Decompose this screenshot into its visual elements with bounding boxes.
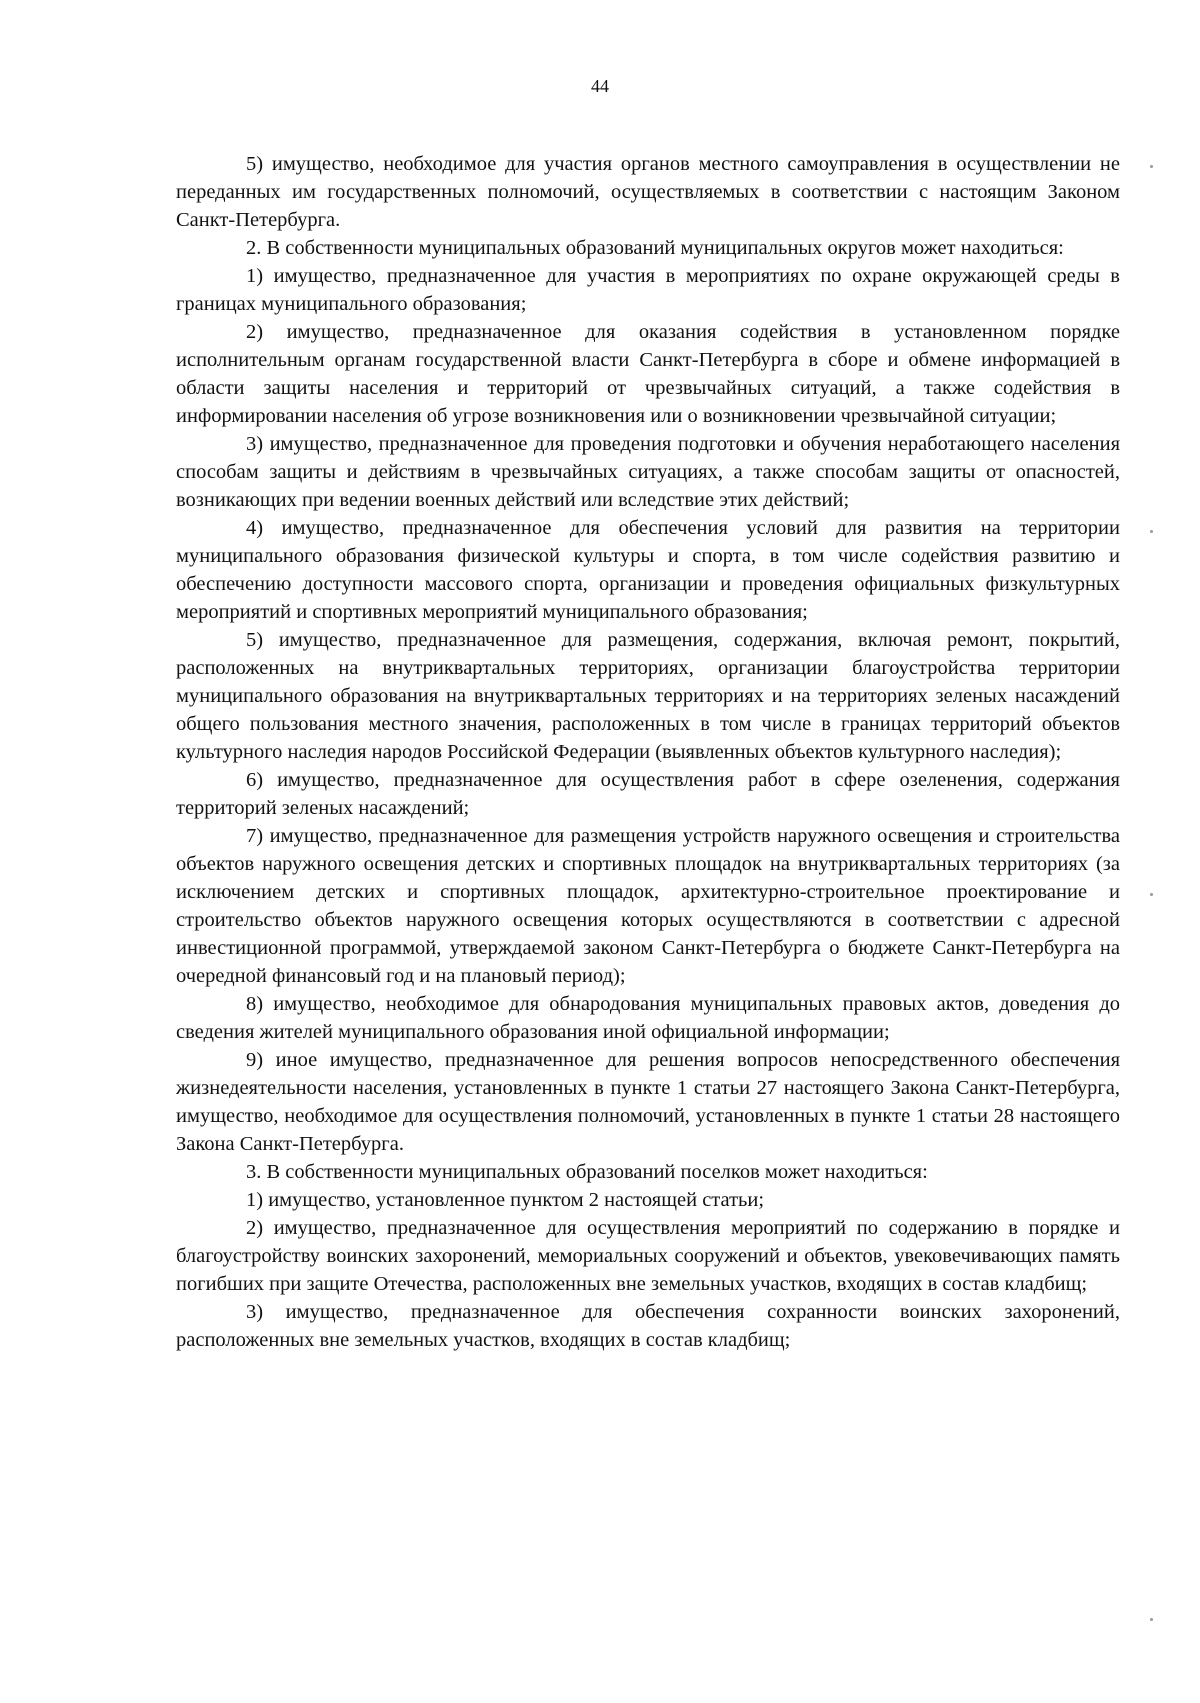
paragraph: 2) имущество, предназначенное для осуществления мероприятий по содержанию в порядке и благоустройству воинских захоронений, мемориальных сооружений и объектов, увековечивающих память погибших при защите Отечества, расположенных вне земельных участков, входящих в состав кладбищ; bbox=[176, 1217, 1120, 1295]
paragraph: 5) имущество, предназначенное для размещения, содержания, включая ремонт, покрытий, расположенных на внутриквартальных территориях, организации благоустройства территории муниципального образования на внутриквартальных территориях и на территориях зеленых насаждений общего пользования местного значения, расположенных в том числе в границах территорий объектов культурного наследия народов Российской Федерации (выявленных объектов культурного наследия); bbox=[176, 629, 1120, 763]
paragraph: 1) имущество, предназначенное для участия в мероприятиях по охране окружающей среды в границах муниципального образования; bbox=[176, 265, 1120, 315]
scan-speck bbox=[1150, 165, 1153, 168]
page-number: 44 bbox=[591, 76, 609, 96]
paragraph: 3. В собственности муниципальных образований поселков может находиться: bbox=[246, 1161, 928, 1183]
paragraph: 3) имущество, предназначенное для обеспечения сохранности воинских захоронений, расположенных вне земельных участков, входящих в состав кладбищ; bbox=[176, 1301, 1120, 1351]
paragraph: 9) иное имущество, предназначенное для решения вопросов непосредственного обеспечения жизнедеятельности населения, установленных в пункте 1 статьи 27 настоящего Закона Санкт-Петербурга, имущество, необходимое для осуществления полномочий, установленных в пункте 1 статьи 28 настоящего Закона Санкт-Петербурга. bbox=[176, 1049, 1120, 1155]
paragraph: 8) имущество, необходимое для обнародования муниципальных правовых актов, доведения до сведения жителей муниципального образования иной официальной информации; bbox=[176, 993, 1120, 1043]
paragraph: 4) имущество, предназначенное для обеспечения условий для развития на территории муниципального образования физической культуры и спорта, в том числе содействия развитию и обеспечению доступности массового спорта, организации и проведения официальных физкультурных мероприятий и спортивных мероприятий муниципального образования; bbox=[176, 517, 1120, 623]
paragraph: 5) имущество, необходимое для участия органов местного самоуправления в осуществлении не переданных им государственных полномочий, осуществляемых в соответствии с настоящим Законом Санкт-Петербурга. bbox=[176, 153, 1120, 231]
paragraph: 6) имущество, предназначенное для осуществления работ в сфере озеленения, содержания территорий зеленых насаждений; bbox=[176, 769, 1120, 819]
paragraph: 3) имущество, предназначенное для проведения подготовки и обучения неработающего населения способам защиты и действиям в чрезвычайных ситуациях, а также способам защиты от опасностей, возникающих при ведении военных действий или вследствие этих действий; bbox=[176, 433, 1120, 511]
document-body bbox=[176, 150, 1120, 1354]
scan-speck bbox=[1150, 1618, 1153, 1621]
scan-speck bbox=[1150, 893, 1153, 896]
paragraph: 2) имущество, предназначенное для оказания содействия в установленном порядке исполнительным органам государственной власти Санкт-Петербурга в сборе и обмене информацией в области защиты населения и территорий от чрезвычайных ситуаций, а также содействия в информировании населения об угрозе возникновения или о возникновении чрезвычайной ситуации; bbox=[176, 321, 1120, 427]
paragraph: 7) имущество, предназначенное для размещения устройств наружного освещения и строительства объектов наружного освещения детских и спортивных площадок на внутриквартальных территориях (за исключением детских и спортивных площадок, архитектурно-строительное проектирование и строительство объектов наружного освещения которых осуществляются в соответствии с адресной инвестиционной программой, утверждаемой законом Санкт-Петербурга о бюджете Санкт-Петербурга на очередной финансовый год и на плановый период); bbox=[176, 825, 1120, 987]
paragraph: 2. В собственности муниципальных образований муниципальных округов может находиться: bbox=[246, 237, 1064, 259]
paragraph: 1) имущество, установленное пунктом 2 настоящей статьи; bbox=[246, 1189, 765, 1211]
scan-speck bbox=[1150, 530, 1153, 533]
